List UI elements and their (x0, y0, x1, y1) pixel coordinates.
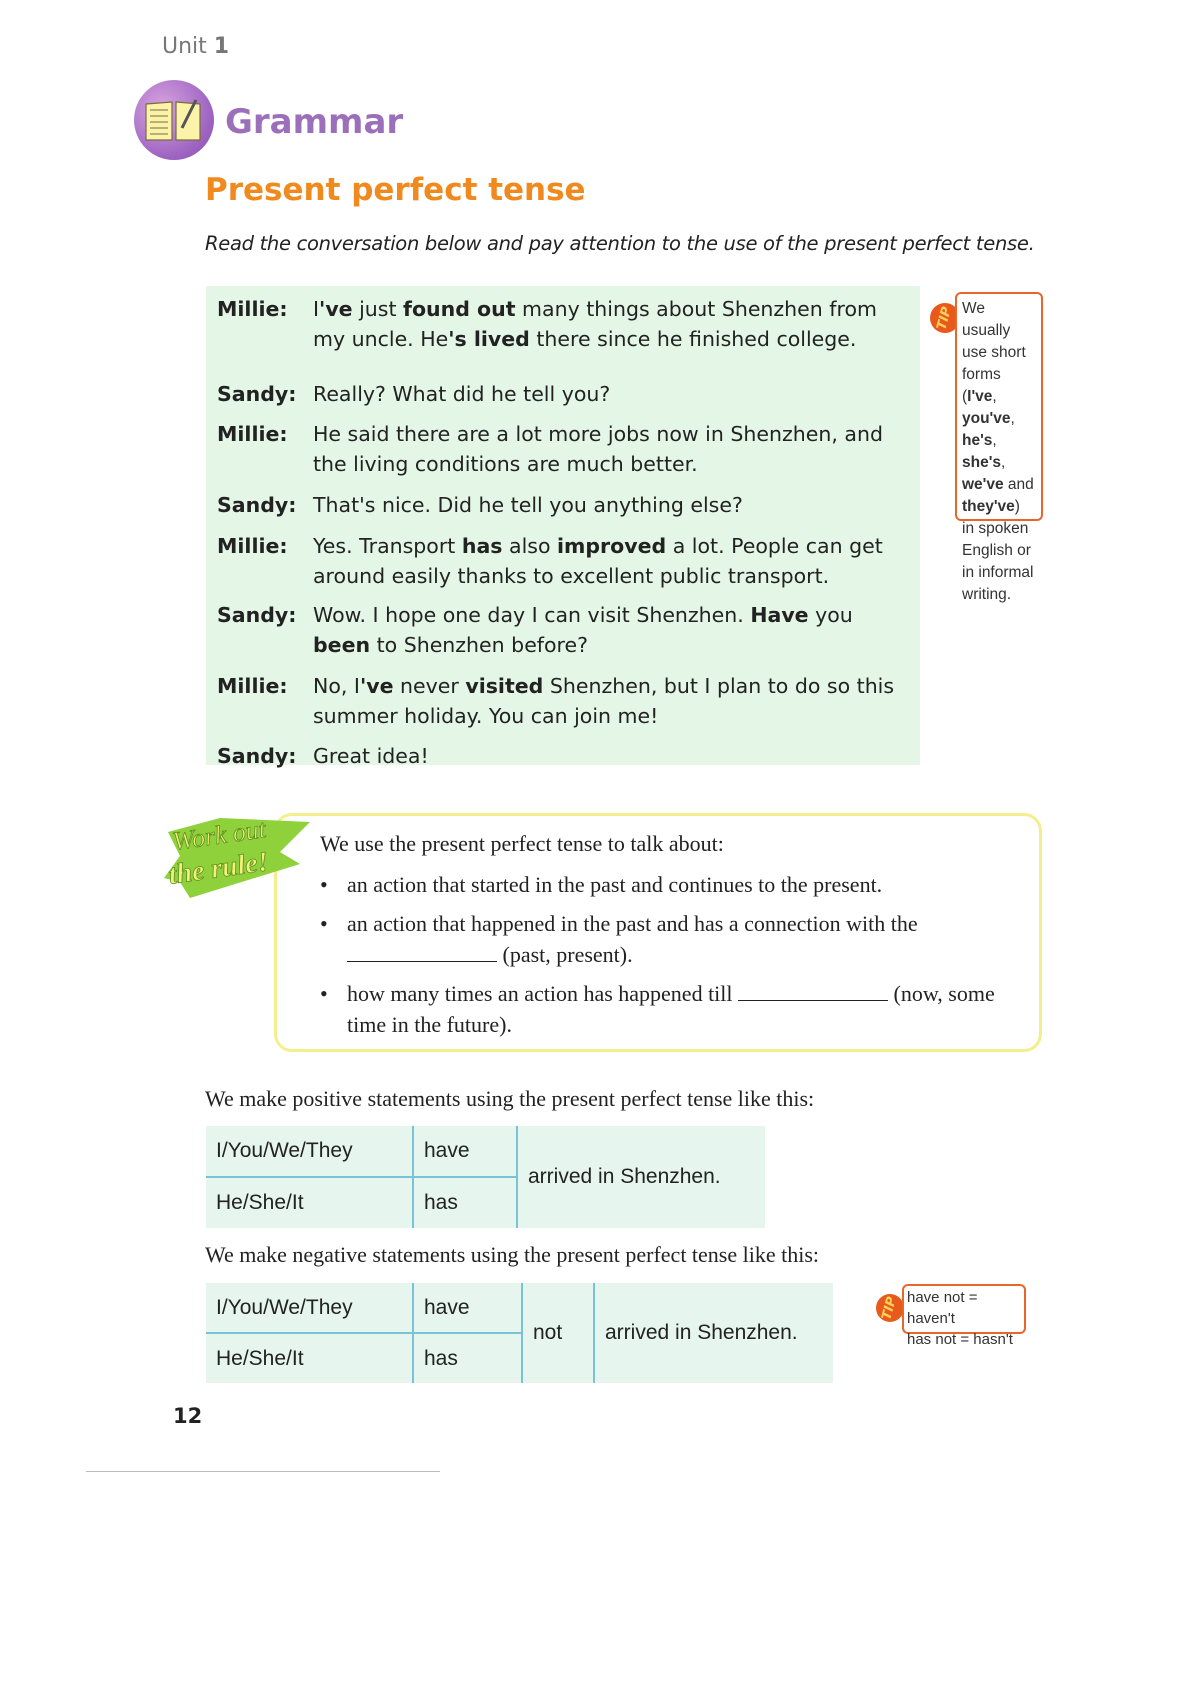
subject-cell: He/She/It (216, 1346, 304, 1370)
tip-text-run: we've (962, 476, 1004, 493)
page-number: 12 (173, 1404, 203, 1428)
tip-text-run: ) in spoken English or in informal writing. (962, 498, 1034, 603)
dialogue-text (313, 294, 913, 354)
text-run: just (352, 297, 404, 321)
bullet-text: an action that started in the past and continues to the present. (347, 872, 883, 897)
speaker-name: Millie: (217, 297, 288, 321)
participle-cell: arrived in Shenzhen. (594, 1283, 833, 1383)
text-run: also (502, 534, 557, 558)
highlighted-verb: 've (359, 674, 394, 698)
highlighted-verb: improved (557, 534, 667, 558)
text-run: He said there are a lot more jobs now in Shenzhen, and the living conditions are much better. (313, 422, 883, 476)
text-run: there since he finished college. (529, 327, 857, 351)
tip-text-run: , (1001, 454, 1006, 471)
highlighted-verb: found out (403, 297, 516, 321)
section-heading: Grammar (225, 102, 404, 142)
subject-cell: I/You/We/They (206, 1283, 413, 1333)
instruction: Read the conversation below and pay attention to the use of the present perfect tense. (205, 232, 1035, 255)
tip-box-short-forms (955, 292, 1043, 603)
tip-line: have not = haven't (907, 1289, 978, 1327)
bullet-text: how many times an action has happened till (347, 981, 733, 1006)
page-title: Present perfect tense (205, 172, 586, 208)
positive-intro: We make positive statements using the present perfect tense like this: (205, 1086, 815, 1111)
text-run: to Shenzhen before? (370, 633, 589, 657)
unit-number: 1 (213, 34, 230, 59)
bullet-text: an action that happened in the past and has a connection with the (347, 911, 918, 936)
tip-label: TIP (879, 1294, 901, 1322)
aux-cell: has (413, 1177, 517, 1228)
tip-text-run: and (1003, 476, 1034, 493)
speaker-name: Millie: (217, 674, 288, 698)
highlighted-verb: 've (319, 297, 353, 321)
tip-line: has not = hasn't (907, 1331, 1013, 1348)
tip-text-run: We usually use short forms ( (962, 300, 1026, 405)
text-run: That's nice. Did he tell you anything else? (313, 493, 743, 517)
subject-cell: I/You/We/They (206, 1126, 413, 1177)
text-run: Really? What did he tell you? (313, 382, 611, 406)
participle-cell: arrived in Shenzhen. (517, 1126, 765, 1228)
book-pencil-icon (134, 80, 214, 160)
dialogue-text (313, 531, 913, 591)
text-run: never (393, 674, 466, 698)
text-run: Wow. I hope one day I can visit Shenzhen. (313, 603, 751, 627)
dialogue-text (313, 379, 913, 409)
badge-line2: the rule! (166, 846, 271, 891)
tip-label: TIP (934, 304, 956, 332)
rule-bullet: • how many times an action has happened till (now, some time in the future). (320, 981, 995, 1037)
tip-text-run: they've (962, 498, 1015, 515)
tip-text-run: she's (962, 454, 1002, 471)
tip-text-run: , (992, 388, 997, 405)
unit-label (162, 34, 229, 59)
text-run: Great idea! (313, 744, 429, 768)
rule-bullets (320, 869, 1020, 1040)
highlighted-verb: 's lived (448, 327, 530, 351)
rule-intro: We use the present perfect tense to talk about: (320, 831, 724, 856)
speaker-name: Sandy: (217, 493, 297, 517)
speaker-name: Sandy: (217, 603, 297, 627)
tip-box-contractions (902, 1284, 1026, 1348)
divider (86, 1471, 440, 1472)
dialogue-text (313, 490, 913, 520)
tip-text-run: he's (962, 432, 993, 449)
speaker-name: Sandy: (217, 744, 297, 768)
tip-text-run: , (992, 432, 997, 449)
dialogue-text (313, 600, 913, 660)
speaker-name: Millie: (217, 422, 288, 446)
text-run: you (808, 603, 853, 627)
highlighted-verb: been (313, 633, 371, 657)
rule-bullet: • an action that started in the past and continues to the present. (320, 872, 883, 897)
rule-bullet: • an action that happened in the past and has a connection with the (past, present). (320, 911, 918, 967)
dialogue-text (313, 741, 913, 771)
highlighted-verb: visited (465, 674, 544, 698)
text-run: a lot. People can get around easily thanks to excellent public transport. (313, 534, 883, 588)
text-run: Yes. Transport (313, 534, 462, 558)
tip-text-run: I've (967, 388, 993, 405)
tip-text-run: , (1010, 410, 1015, 427)
tip-text-run: you've (962, 410, 1011, 427)
negative-intro: We make negative statements using the present perfect tense like this: (205, 1242, 820, 1267)
bullet-text: (past, present). (502, 942, 633, 967)
aux-cell: have (413, 1283, 522, 1333)
tip-icon (876, 1294, 904, 1322)
blank-field[interactable] (738, 982, 888, 1001)
dialogue-box (206, 286, 920, 768)
aux-cell: have (413, 1126, 517, 1177)
text-run: No, I (313, 674, 360, 698)
negative-table (206, 1283, 833, 1383)
bullet-text: (now, some time in the future). (347, 981, 995, 1037)
positive-table (206, 1126, 765, 1228)
not-cell: not (522, 1283, 594, 1383)
speaker-name: Sandy: (217, 382, 297, 406)
highlighted-verb: Have (750, 603, 809, 627)
aux-cell: has (413, 1333, 522, 1383)
highlighted-verb: has (461, 534, 503, 558)
text-run: Shenzhen, but I plan to do so this summer holiday. You can join me! (313, 674, 895, 728)
work-out-rule-badge (160, 812, 310, 902)
text-run: many things about Shenzhen from my uncle. He (313, 297, 878, 351)
dialogue-text (313, 419, 913, 479)
speaker-name: Millie: (217, 534, 288, 558)
unit-text: Unit (162, 34, 207, 59)
text-run: I (313, 297, 320, 321)
dialogue-text (313, 671, 913, 731)
subject-cell: He/She/It (216, 1191, 304, 1214)
blank-field[interactable] (347, 943, 497, 962)
badge-line1: Work out (170, 814, 268, 856)
